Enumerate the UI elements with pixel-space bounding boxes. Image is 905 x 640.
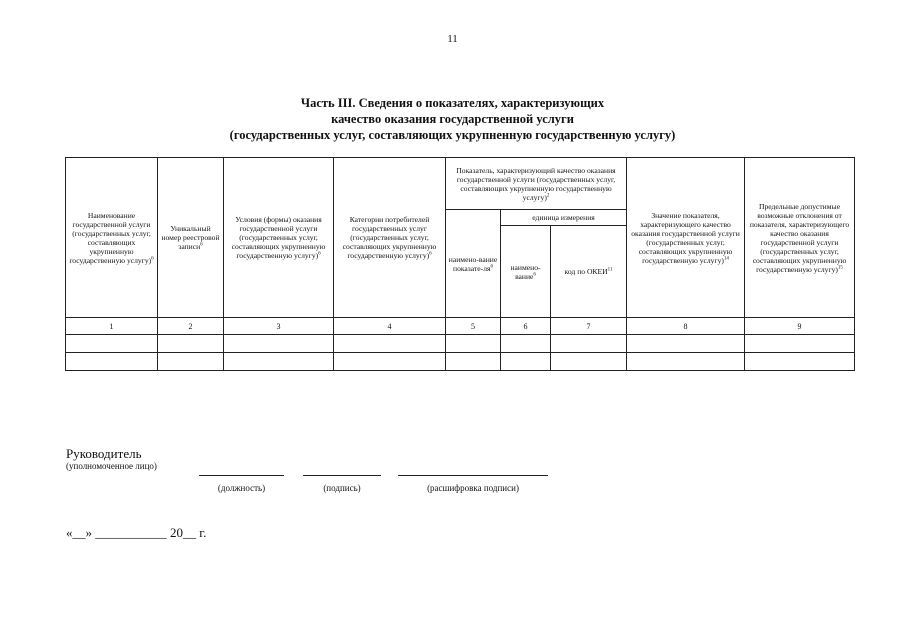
header-unit-group: единица измерения — [501, 210, 627, 226]
column-number: 6 — [501, 318, 551, 335]
column-number: 3 — [224, 318, 334, 335]
column-number: 7 — [551, 318, 627, 335]
header-indicator-value: Значение показателя, характеризующего качество оказания государственной услуги (государственных услуг, составляющих укрупненную государственную услугу)$^{14}$ — [627, 158, 745, 318]
table-cell[interactable] — [627, 353, 745, 371]
header-consumer-categories: Категории потребителей государственных услуг (государственных услуг, составляющих укрупненную государственную услугу)$^6$ — [334, 158, 446, 318]
quality-indicators-table — [65, 157, 855, 371]
column-number: 1 — [66, 318, 158, 335]
table-cell[interactable] — [66, 353, 158, 371]
position-caption: (должность) — [217, 483, 266, 493]
column-number: 4 — [334, 318, 446, 335]
table-cell[interactable] — [66, 335, 158, 353]
table-cell[interactable] — [501, 335, 551, 353]
column-number: 8 — [627, 318, 745, 335]
table-cell[interactable] — [745, 335, 855, 353]
head-label: Руководитель — [66, 446, 142, 461]
header-allowed-deviation: Предельные допустимые возможные отклонения от показателя, характеризующего качество оказания государственной услуги (государственных услуг, составляющих укрупненную государственную услугу)$^{15}$ — [745, 158, 855, 318]
header-service-name: Наименование государственной услуги (государственных услуг, составляющих укрупненную государственную услугу)$^6$ — [66, 158, 158, 318]
header-indicator-name: наимено-вание показате-$ля^6$ — [446, 210, 501, 318]
header-indicator-group: Показатель, характеризующий качество оказания государственной услуги (государственных услуг, составляющих укрупненную государственную услугу)$^2$ — [446, 158, 627, 210]
table-row — [66, 335, 855, 353]
table-cell[interactable] — [551, 353, 627, 371]
table-cell[interactable] — [224, 353, 334, 371]
title-line-3: (государственных услуг, составляющих укрупненную государственную услугу) — [229, 128, 676, 142]
table-cell[interactable] — [446, 335, 501, 353]
table-cell[interactable] — [158, 335, 224, 353]
table-cell[interactable] — [334, 353, 446, 371]
header-registry-number: Уникальный номер реестровой записи$^6$ — [158, 158, 224, 318]
column-number: 9 — [745, 318, 855, 335]
table-cell[interactable] — [501, 353, 551, 371]
position-line[interactable] — [199, 475, 284, 476]
head-sublabel: (уполномоченное лицо) — [66, 461, 157, 471]
table-cell[interactable] — [627, 335, 745, 353]
column-number: 5 — [446, 318, 501, 335]
page-number: 11 — [447, 33, 458, 45]
table-cell[interactable] — [446, 353, 501, 371]
table-cell[interactable] — [158, 353, 224, 371]
table-cell[interactable] — [745, 353, 855, 371]
header-okei-code: код по ОКЕИ$^{11}$ — [551, 226, 627, 318]
column-number-row — [66, 318, 855, 335]
table-cell[interactable] — [224, 335, 334, 353]
table-cell[interactable] — [551, 335, 627, 353]
name-line[interactable] — [398, 475, 548, 476]
signature-caption: (подпись) — [323, 483, 361, 493]
table-cell[interactable] — [334, 335, 446, 353]
table-row — [66, 353, 855, 371]
date-line: «__» ___________ 20__ г. — [66, 525, 207, 540]
title-line-1: Часть III. Сведения о показателях, характеризующих — [300, 96, 605, 110]
section-title — [0, 95, 905, 143]
header-unit-name: наимено-вание$^6$ — [501, 226, 551, 318]
header-service-conditions: Условия (формы) оказания государственной услуги (государственных услуг, составляющих укрупненную государственную услугу)$^6$ — [224, 158, 334, 318]
signature-line[interactable] — [303, 475, 381, 476]
column-number: 2 — [158, 318, 224, 335]
name-caption: (расшифровка подписи) — [427, 483, 519, 493]
title-line-2: качество оказания государственной услуги — [331, 112, 574, 126]
